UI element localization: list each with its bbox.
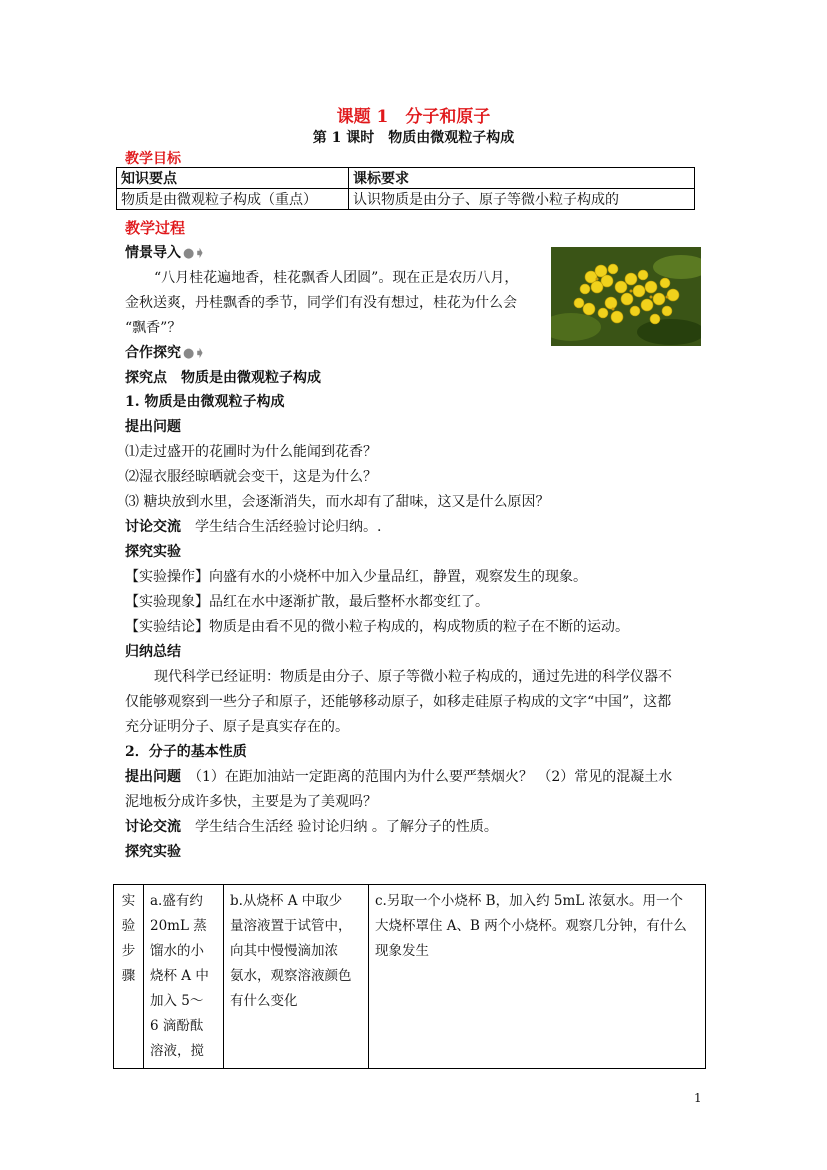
section1-operation: 【实验操作】向盛有水的小烧杯中加入少量品红，静置，观察发生的现象。 xyxy=(125,569,587,585)
section2-ask: 提出问题 （1）在距加油站一定距离的范围内为什么要严禁烟火？ （2）常见的混凝土水 xyxy=(125,769,673,785)
exp-step-b: b.从烧杯 A 中取少 量溶液置于试管中， 向其中慢慢滴加浓 氨水，观察溶液颜色 有什么变化 xyxy=(224,885,369,1069)
goals-cell-standard: 认识物质是由分子、原子等微小粒子构成的 xyxy=(349,189,695,210)
coop-heading: 合作探究 ●➧ xyxy=(125,345,206,361)
section1-summary-2: 仅能够观察到一些分子和原子，还能够移动原子，如移走硅原子构成的文字“中国”，这都 xyxy=(125,694,672,710)
exp-step-a: a.盛有约 20mL 蒸 馏水的小 烧杯 A 中 加入 5～ 6 滴酚酞 溶液，搅 xyxy=(144,885,224,1069)
experiment-table xyxy=(113,884,706,1069)
section2-exp-heading: 探究实验 xyxy=(125,844,181,860)
intro-heading: 情景导入 ●➧ xyxy=(125,245,206,261)
exp-steps-label: 实 验 步 骤 xyxy=(114,885,144,1069)
exp-step-c: c.另取一个小烧杯 B，加入约 5mL 浓氨水。用一个 大烧杯罩住 A、B 两个小烧杯。观察几分钟，有什么 现象发生 xyxy=(369,885,706,1069)
intro-line-1: “八月桂花遍地香，桂花飘香人团圆”。现在正是农历八月， xyxy=(154,270,519,286)
page-title: 课题 1 分子和原子 xyxy=(336,107,491,127)
goals-table xyxy=(116,167,695,210)
section1-conclusion: 【实验结论】物质是由看不见的微小粒子构成的，构成物质的粒子在不断的运动。 xyxy=(125,619,629,635)
osmanthus-flower-image xyxy=(551,247,701,346)
intro-line-2: 金秋送爽，丹桂飘香的季节，同学们有没有想过，桂花为什么会 xyxy=(125,295,517,311)
goals-heading: 教学目标 xyxy=(125,151,181,167)
section2-discuss: 讨论交流 学生结合生活经 验讨论归纳 。了解分子的性质。 xyxy=(125,819,498,835)
osmanthus-flower-photo xyxy=(551,247,701,346)
arrow-right-icon: ●➧ xyxy=(183,246,206,261)
section1-question-3: ⑶ 糖块放到水里，会逐渐消失，而水却有了甜味，这又是什么原因？ xyxy=(125,494,550,510)
section1-summary-heading: 归纳总结 xyxy=(125,644,181,660)
goals-cell-knowledge: 物质是由微观粒子构成（重点） xyxy=(117,189,349,210)
section1-summary-3: 充分证明分子、原子是真实存在的。 xyxy=(125,719,349,735)
section1-exp-heading: 探究实验 xyxy=(125,544,181,560)
section1-phenomenon: 【实验现象】品红在水中逐渐扩散，最后整杯水都变红了。 xyxy=(125,594,489,610)
goals-col-standard: 课标要求 xyxy=(349,168,695,189)
section1-heading: 1. 物质是由微观粒子构成 xyxy=(125,394,285,410)
section2-heading: 2．分子的基本性质 xyxy=(125,744,247,760)
section1-ask-heading: 提出问题 xyxy=(125,419,181,435)
section1-summary-1: 现代科学已经证明：物质是由分子、原子等微小粒子构成的，通过先进的科学仪器不 xyxy=(154,669,672,685)
page-subtitle: 第 1 课时 物质由微观粒子构成 xyxy=(312,130,515,146)
goals-col-knowledge: 知识要点 xyxy=(117,168,349,189)
section1-question-2: ⑵湿衣服经晾晒就会变干，这是为什么？ xyxy=(125,469,377,485)
page-number: 1 xyxy=(694,1091,702,1105)
process-heading: 教学过程 xyxy=(125,219,186,237)
section1-discuss: 讨论交流 学生结合生活经验讨论归纳。. xyxy=(125,519,382,535)
arrow-right-icon: ●➧ xyxy=(183,346,206,361)
section1-question-1: ⑴走过盛开的花圃时为什么能闻到花香？ xyxy=(125,444,377,460)
section2-ask-cont: 泥地板分成许多快，主要是为了美观吗？ xyxy=(125,794,377,810)
intro-line-3: “飘香”？ xyxy=(125,320,182,336)
point-heading: 探究点 物质是由微观粒子构成 xyxy=(125,370,321,386)
